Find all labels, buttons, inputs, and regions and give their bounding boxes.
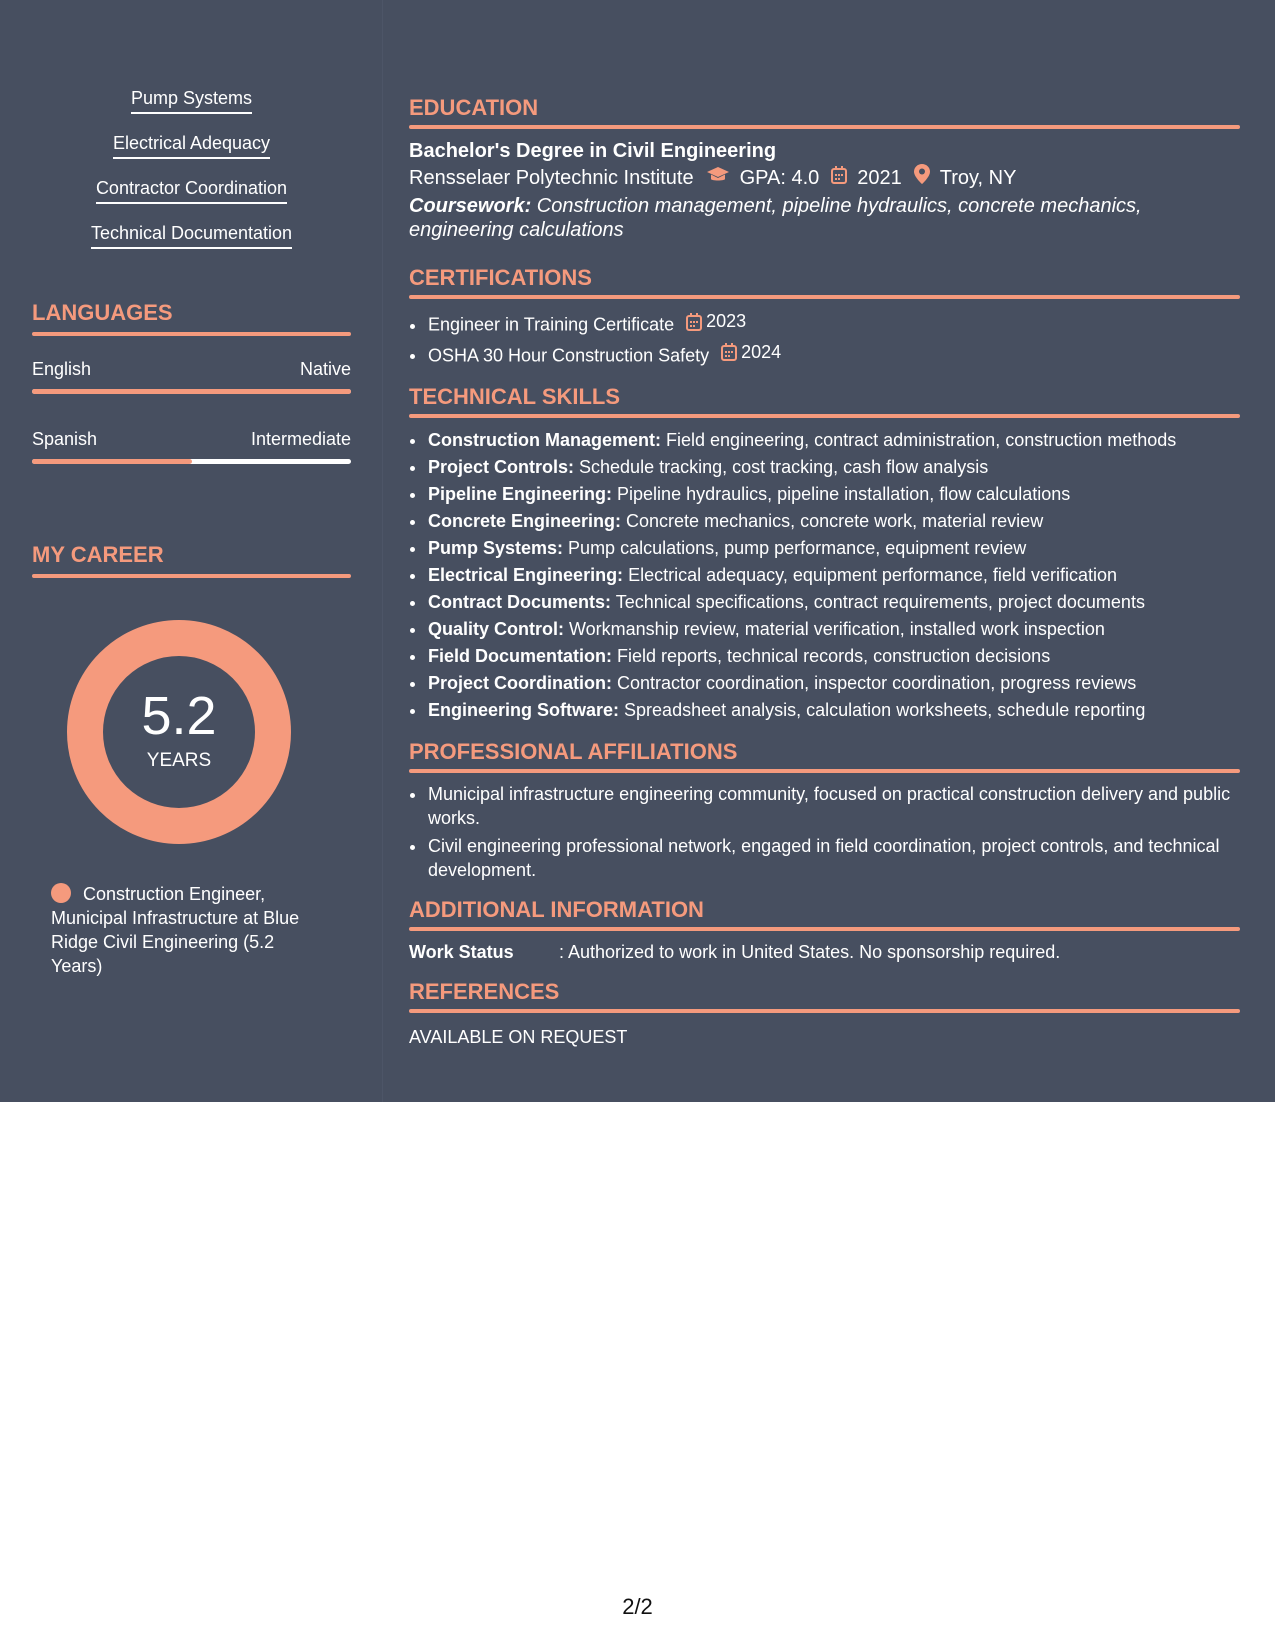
degree-title: Bachelor's Degree in Civil Engineering (409, 140, 777, 162)
certification-name: Engineer in Training Certificate (428, 314, 675, 335)
list-item (427, 589, 1240, 616)
skill-details: Spreadsheet analysis, calculation worksheets, schedule reporting (619, 700, 1146, 720)
page-number: 2/2 (622, 1594, 653, 1619)
technical-skills-list (409, 427, 1240, 724)
list-item (427, 670, 1240, 697)
education-section (409, 94, 1240, 242)
language-name: Spanish (32, 429, 98, 449)
calendar-icon (721, 343, 737, 361)
certifications-section (409, 264, 1240, 369)
coursework-label: Coursework: (409, 195, 532, 217)
section-title: CERTIFICATIONS (409, 265, 592, 290)
list-item (427, 535, 1240, 562)
language-bar-fill (32, 459, 192, 464)
technical-skills-section (409, 383, 1240, 724)
legend-dot-icon (51, 883, 71, 903)
affiliations-section (409, 738, 1240, 882)
skill-details: Schedule tracking, cost tracking, cash flow analysis (574, 457, 989, 477)
skill-category: Contract Documents: (428, 592, 612, 612)
skill-category: Engineering Software: (428, 700, 620, 720)
section-title: LANGUAGES (32, 300, 173, 325)
career-entry (51, 882, 321, 978)
gpa: GPA: 4.0 (739, 167, 820, 189)
skill-details: Pipeline hydraulics, pipeline installation, flow calculations (612, 484, 1071, 504)
skill-details: Field engineering, contract administration, construction methods (661, 430, 1177, 450)
language-bar (32, 389, 351, 394)
language-name: English (32, 359, 92, 379)
skill-category: Electrical Engineering: (428, 565, 624, 585)
language-item (32, 358, 351, 420)
section-rule (409, 769, 1240, 773)
career-section (32, 542, 351, 976)
education-location: Troy, NY (939, 167, 1017, 189)
career-years-label: YEARS (146, 750, 212, 771)
skill-details: Concrete mechanics, concrete work, material review (621, 511, 1044, 531)
work-status-row (409, 940, 1240, 964)
list-item (427, 427, 1240, 454)
work-status-value: : Authorized to work in United States. No sponsorship required. (559, 942, 1061, 962)
languages-section (32, 300, 351, 490)
list-item (427, 339, 1240, 370)
skill-details: Field reports, technical records, construction decisions (612, 646, 1051, 666)
list-item (427, 643, 1240, 670)
certification-year: 2024 (741, 341, 782, 362)
coursework-text: Construction management, pipeline hydraulics, concrete mechanics, engineering calculations (409, 195, 1142, 241)
skill-details: Pump calculations, pump performance, equipment review (563, 538, 1027, 558)
list-item (427, 308, 1240, 339)
list-item (427, 508, 1240, 535)
section-title: MY CAREER (32, 542, 164, 567)
skill-category: Pump Systems: (428, 538, 564, 558)
location-pin-icon (914, 164, 930, 192)
section-rule (32, 332, 351, 336)
career-donut (67, 620, 291, 844)
main-column (409, 94, 1240, 1063)
certification-year: 2023 (706, 311, 747, 331)
section-title: ADDITIONAL INFORMATION (409, 897, 704, 922)
list-item (427, 697, 1240, 724)
section-rule (409, 927, 1240, 931)
work-status-label: Work Status (409, 942, 514, 962)
list-item (427, 481, 1240, 508)
skill-category: Pipeline Engineering: (428, 484, 613, 504)
institution-name: Rensselaer Polytechnic Institute (409, 167, 694, 189)
calendar-icon (686, 313, 702, 331)
skill-details: Technical specifications, contract requirements, project documents (611, 592, 1145, 612)
section-title: PROFESSIONAL AFFILIATIONS (409, 739, 738, 764)
skill-tag: Technical Documentation (91, 221, 292, 249)
references-text: AVAILABLE ON REQUEST (409, 1027, 628, 1047)
list-item (427, 454, 1240, 481)
section-rule (32, 574, 351, 578)
column-divider (382, 0, 383, 1102)
skill-category: Construction Management: (428, 430, 662, 450)
career-entry-text: Construction Engineer, Municipal Infrastructure at Blue Ridge Civil Engineering (5.2 Years) (51, 884, 300, 976)
language-bar-fill (32, 389, 351, 394)
list-item (427, 616, 1240, 643)
graduation-cap-icon (706, 164, 730, 192)
section-rule (409, 1009, 1240, 1013)
language-bar (32, 459, 351, 464)
skill-category: Field Documentation: (428, 646, 612, 666)
list-item: • Municipal infrastructure engineering community, focused on practical construction delivery and public works. (427, 782, 1240, 830)
coursework (409, 194, 1240, 242)
language-level: Native (299, 359, 351, 379)
section-title: TECHNICAL SKILLS (409, 384, 621, 409)
skill-category: Project Controls: (428, 457, 575, 477)
list-item: • Civil engineering professional network, engaged in field coordination, project controls, and technical development. (427, 834, 1240, 882)
certifications-list (409, 308, 1240, 369)
references-section (409, 978, 1240, 1049)
language-level: Intermediate (250, 429, 351, 449)
section-title: EDUCATION (409, 95, 539, 120)
skill-category: Quality Control: (428, 619, 564, 639)
career-years: 5.2 (141, 686, 217, 746)
education-details (409, 164, 1240, 192)
skill-tag: Contractor Coordination (96, 176, 287, 204)
skill-tag: Electrical Adequacy (113, 131, 270, 159)
section-rule (409, 125, 1240, 129)
skill-category: Concrete Engineering: (428, 511, 622, 531)
calendar-icon (831, 164, 847, 192)
skill-details: Contractor coordination, inspector coordination, progress reviews (612, 673, 1137, 693)
section-title: REFERENCES (409, 979, 560, 1004)
list-item (427, 562, 1240, 589)
skill-category: Project Coordination: (428, 673, 612, 693)
affiliations-list (409, 782, 1240, 882)
section-rule (409, 295, 1240, 299)
section-rule (409, 414, 1240, 418)
skill-details: Electrical adequacy, equipment performance, field verification (623, 565, 1117, 585)
language-item (32, 428, 351, 490)
skills-list (32, 86, 351, 266)
skill-details: Workmanship review, material verification, installed work inspection (564, 619, 1105, 639)
skill-tag: Pump Systems (131, 86, 252, 114)
certification-name: OSHA 30 Hour Construction Safety (428, 345, 710, 365)
additional-info-section (409, 896, 1240, 964)
graduation-year: 2021 (857, 167, 902, 189)
